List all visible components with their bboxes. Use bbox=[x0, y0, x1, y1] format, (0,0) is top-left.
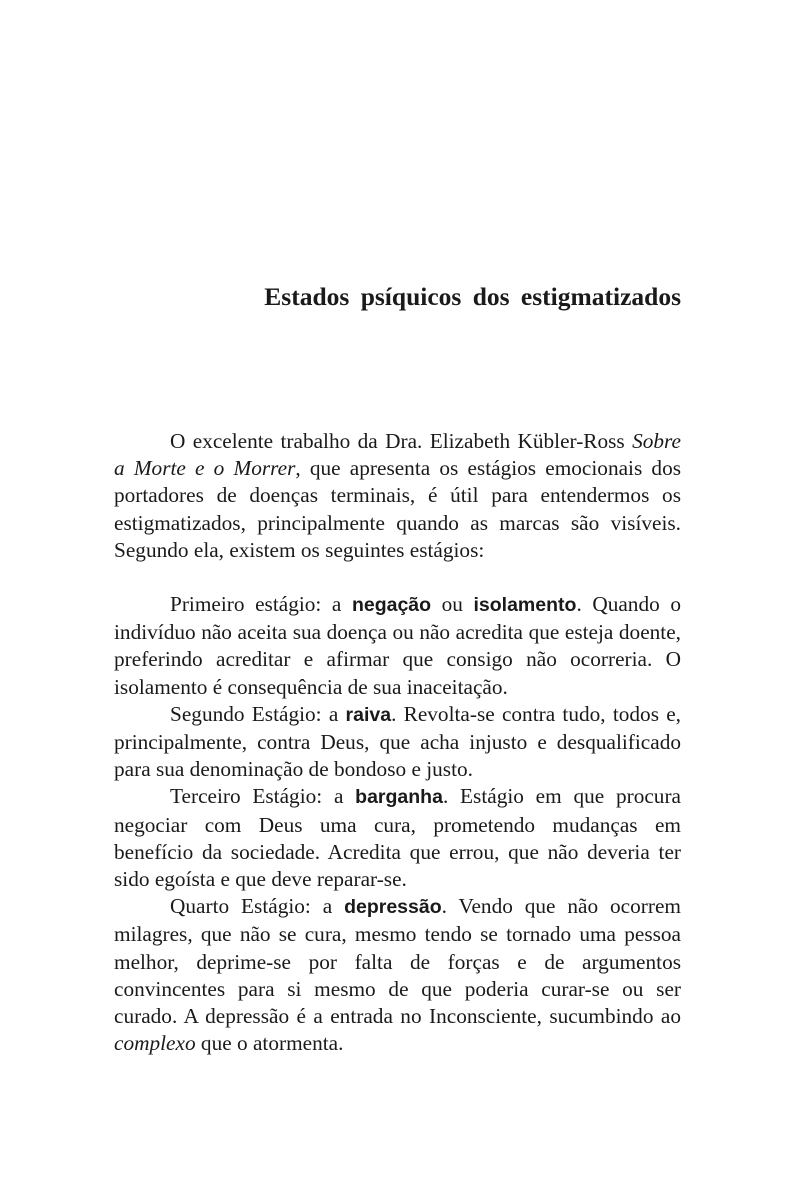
stage-4-text: . Vendo que não ocorrem milagres, que não se cura, mesmo tendo se tornado uma pessoa melhor, deprime-se por falta de forças e de argumentos convincentes para si mesmo de que poderia curar-se ou ser curado. A depressão é a entrada no Inconsciente, sucumbindo ao bbox=[114, 894, 681, 1029]
intro-text-end: , que apresenta os estágios emocionais dos portadores de doenças terminais, é útil para entendermos os estigmatizados, principalmente quando as marcas são visíveis. Segundo ela, existem os seguintes estágios: bbox=[114, 456, 681, 562]
stage-3-text: . Estágio em que procura negociar com Deus uma cura, prometendo mudanças em benefício da sociedade. Acredita que errou, que não deveria ter sido egoísta e que deve reparar-se. bbox=[114, 784, 681, 892]
intro-paragraph bbox=[114, 428, 681, 564]
stage-paragraph-2 bbox=[114, 701, 681, 784]
stage-1-text: . Quando o indivíduo não aceita sua doença ou não acredita que esteja doente, preferindo acreditar e afirmar que consigo não ocorreria. O isolamento é consequência de sua inaceitação. bbox=[114, 592, 681, 699]
stage-paragraph-4 bbox=[114, 893, 681, 1057]
stage-4-italic-term: complexo bbox=[114, 1031, 196, 1056]
intro-text-start: O excelente trabalho da Dra. Elizabeth Kübler-Ross bbox=[170, 429, 633, 453]
body-text bbox=[114, 428, 681, 1057]
stage-4-term: depressão bbox=[344, 896, 442, 919]
stage-2-text: . Revolta-se contra tudo, todos e, principalmente, contra Deus, que acha injusto e desqualificado para sua denominação de bondoso e justo. bbox=[114, 701, 681, 782]
stage-paragraph-3 bbox=[114, 783, 681, 893]
stage-paragraph-1 bbox=[114, 591, 681, 701]
stage-4-lead: Quarto Estágio: a bbox=[170, 894, 345, 919]
stage-1-term-negation: negação bbox=[351, 594, 432, 617]
stage-2-lead: Segundo Estágio: a bbox=[170, 701, 346, 726]
stage-1-term-isolation: isolamento bbox=[473, 594, 577, 617]
stage-3-lead: Terceiro Estágio: a bbox=[170, 784, 356, 809]
stage-1-connector: ou bbox=[431, 592, 474, 617]
stage-1-lead: Primeiro estágio: a bbox=[170, 592, 352, 617]
stage-4-tail: que o atormenta. bbox=[195, 1031, 344, 1056]
stage-3-term: barganha bbox=[355, 786, 443, 809]
chapter-title: Estados psíquicos dos estigmatizados bbox=[264, 282, 681, 311]
stage-2-term: raiva bbox=[345, 703, 392, 726]
book-title: Sobre a Morte e o Morrer bbox=[114, 429, 681, 481]
